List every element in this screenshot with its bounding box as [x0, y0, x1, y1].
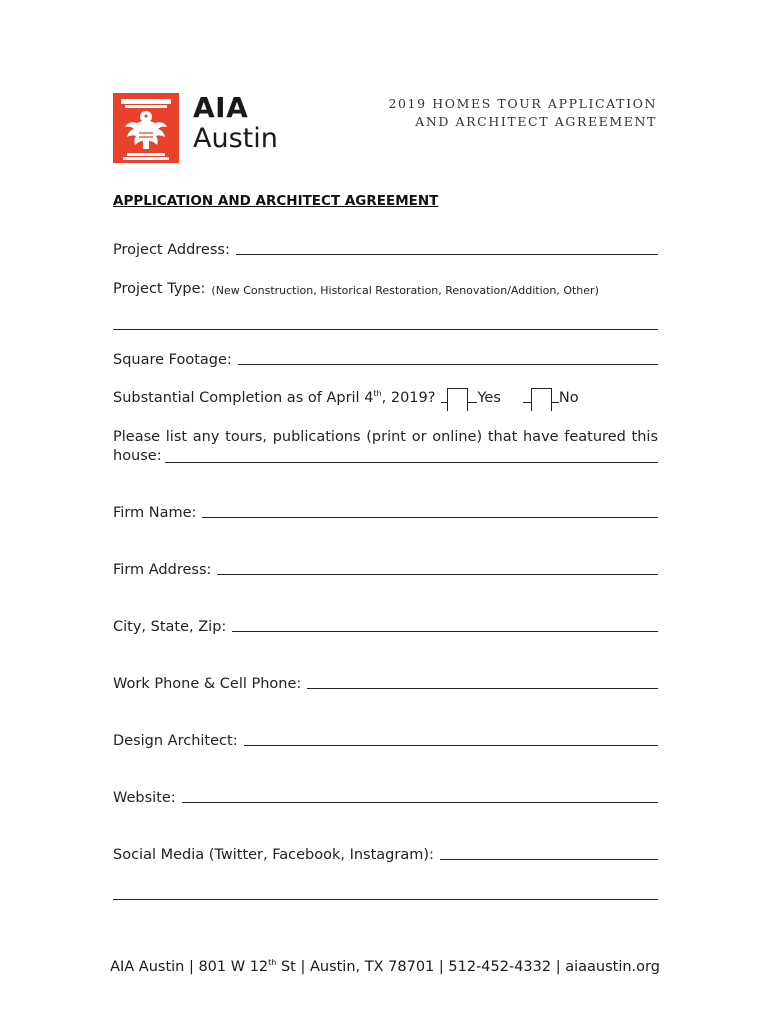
firm-name-field[interactable] — [202, 503, 658, 518]
document-title-line2: AND ARCHITECT AGREEMENT — [415, 114, 657, 129]
project-address-field[interactable] — [236, 240, 658, 255]
social-media-row — [113, 845, 658, 863]
square-footage-row — [113, 350, 658, 368]
tours-label-line1: Please list any tours, publications (print or online) that have featured this — [113, 429, 658, 445]
section-heading: APPLICATION AND ARCHITECT AGREEMENT — [113, 193, 439, 209]
website-row — [113, 788, 658, 806]
no-checkbox[interactable] — [531, 388, 552, 411]
document-title-line1: 2019 HOMES TOUR APPLICATION — [388, 96, 657, 111]
city-state-zip-row — [113, 617, 658, 635]
completion-label: Substantial Completion as of April 4th, 2019? — [113, 389, 436, 406]
design-architect-label: Design Architect: — [113, 733, 238, 749]
completion-row — [113, 388, 579, 406]
footer-contact: AIA Austin | 801 W 12th St | Austin, TX 78701 | 512-452-4332 | aiaaustin.org — [110, 958, 660, 975]
square-footage-label: Square Footage: — [113, 352, 232, 368]
phones-row — [113, 674, 658, 692]
no-checkbox-line — [523, 388, 559, 403]
aia-austin-logo — [113, 93, 278, 163]
phones-field[interactable] — [307, 674, 658, 689]
design-architect-field[interactable] — [244, 731, 658, 746]
square-footage-field[interactable] — [238, 350, 658, 365]
firm-address-row — [113, 560, 658, 578]
tours-field[interactable] — [165, 448, 658, 463]
yes-checkbox-line — [441, 388, 477, 403]
project-type-row — [113, 281, 658, 297]
social-media-field[interactable] — [440, 845, 658, 860]
eagle-column-icon — [113, 93, 179, 163]
firm-address-label: Firm Address: — [113, 562, 212, 578]
firm-address-field[interactable] — [217, 560, 658, 575]
project-address-label: Project Address: — [113, 242, 230, 258]
document-title — [388, 95, 657, 131]
website-label: Website: — [113, 790, 176, 806]
project-type-hint: (New Construction, Historical Restoration, Renovation/Addition, Other) — [211, 284, 599, 297]
city-state-zip-field[interactable] — [232, 617, 658, 632]
logo-wordmark-city: Austin — [193, 123, 278, 154]
tours-row — [113, 428, 658, 466]
project-address-row — [113, 240, 658, 258]
website-field[interactable] — [182, 788, 658, 803]
tours-label-line2: house: — [113, 448, 162, 464]
project-type-label: Project Type: — [113, 281, 206, 297]
yes-label: Yes — [477, 390, 501, 406]
logo-wordmark-aia: AIA — [193, 91, 249, 124]
firm-name-row — [113, 503, 658, 521]
phones-label: Work Phone & Cell Phone: — [113, 676, 302, 692]
yes-checkbox[interactable] — [447, 388, 468, 411]
city-state-zip-label: City, State, Zip: — [113, 619, 227, 635]
social-media-field-extra[interactable] — [113, 899, 658, 900]
design-architect-row — [113, 731, 658, 749]
no-label: No — [558, 390, 579, 406]
firm-name-label: Firm Name: — [113, 505, 197, 521]
project-type-field[interactable] — [113, 329, 658, 330]
social-media-label: Social Media (Twitter, Facebook, Instagram): — [113, 847, 434, 863]
